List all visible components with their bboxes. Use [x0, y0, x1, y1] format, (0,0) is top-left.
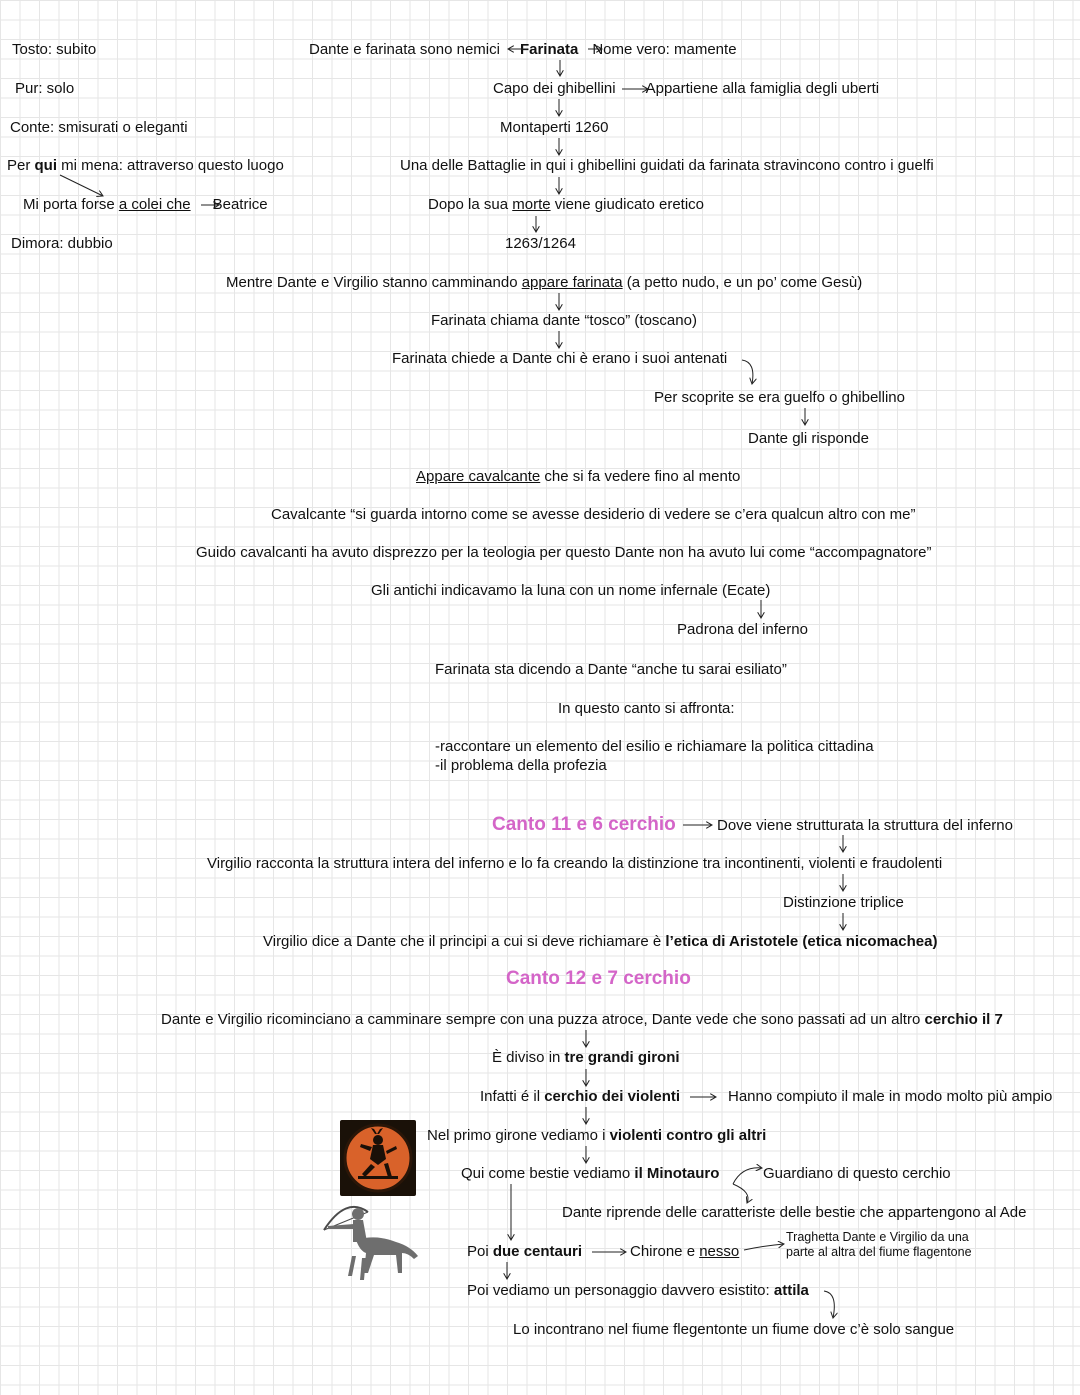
traghetta-1: Traghetta Dante e Virgilio da una: [786, 1230, 969, 1244]
centauri: [467, 1243, 582, 1261]
gloss-mi-porta: [23, 196, 268, 214]
canto11-title: Canto 11 e 6 cerchio: [492, 814, 676, 835]
text: (a petto nudo, e un po’ come Gesù): [622, 274, 863, 291]
arrow-qui-to-porta: [60, 175, 103, 196]
esilio: -raccontare un elemento del esilio e richiamare la politica cittadina: [435, 738, 874, 755]
text: Virgilio dice a Dante che il principi a cui si deve richiamare è: [263, 933, 666, 950]
text: Poi: [467, 1243, 493, 1260]
text-underlined: nesso: [699, 1243, 740, 1260]
chirone: [630, 1243, 739, 1261]
text: Capo dei ghibellini: [493, 80, 616, 97]
text-underlined: a colei che: [118, 196, 191, 213]
text-bold: il Minotauro: [634, 1165, 720, 1182]
text-bold: l’etica di Aristotele (etica nicomachea): [665, 933, 938, 950]
anni: 1263/1264: [505, 235, 576, 252]
sangue: Lo incontrano nel fiume flegentonte un fiume dove c’è solo sangue: [513, 1321, 955, 1338]
attila: [467, 1282, 809, 1300]
virgilio-struttura: Virgilio racconta la struttura intera del inferno e lo fa creando la distinzione tra incontinenti, violenti e fraudolenti: [207, 855, 943, 872]
ampio: Hanno compiuto il male in modo molto più ampio: [728, 1088, 1053, 1105]
minotaur-icon: [340, 1120, 416, 1196]
text: viene giudicato eretico: [550, 196, 705, 213]
text: Qui come bestie vediamo: [461, 1165, 635, 1182]
text: È diviso in: [492, 1049, 565, 1066]
gloss-per-qui: [7, 157, 284, 175]
ade: Dante riprende delle caratteriste delle bestie che appartengono al Ade: [562, 1204, 1027, 1221]
minotauro: [461, 1165, 719, 1183]
centaur-image: [318, 1200, 426, 1290]
tosco: Farinata chiama dante “tosco” (toscano): [431, 312, 697, 329]
text-bold: tre grandi gironi: [564, 1049, 680, 1066]
text-bold: violenti contro gli altri: [609, 1127, 767, 1144]
capo-line: [493, 80, 879, 98]
esiliato: Farinata sta dicendo a Dante “anche tu sarai esiliato”: [435, 661, 787, 678]
arrow-to-ade: [733, 1184, 748, 1203]
profezia: -il problema della profezia: [435, 757, 607, 774]
risponde: Dante gli risponde: [748, 430, 869, 447]
text: mi mena: attraverso questo luogo: [57, 157, 284, 174]
dopo-morte: [428, 196, 704, 214]
gloss-dimora: Dimora: dubbio: [11, 235, 113, 252]
text: Dopo la sua: [428, 196, 513, 213]
antichi: Gli antichi indicavamo la luna con un nome infernale (Ecate): [371, 582, 771, 599]
gloss-tosto: Tosto: subito: [12, 41, 97, 58]
arrow-curve: [824, 1291, 834, 1318]
text: Mi porta forse: [23, 196, 119, 213]
scoprite: Per scoprite se era guelfo o ghibellino: [654, 389, 905, 406]
text-bold: qui: [34, 157, 58, 174]
traghetta-2: parte al altra del fiume flagentone: [786, 1245, 972, 1259]
ricominciano: [161, 1011, 1003, 1029]
centaur-icon: [318, 1200, 426, 1290]
guardiano: Guardiano di questo cerchio: [763, 1165, 951, 1182]
gloss-pur: Pur: solo: [15, 80, 75, 97]
text-bold: cerchio il 7: [924, 1011, 1003, 1028]
text: Beatrice: [212, 196, 268, 213]
text: che si fa vedere fino al mento: [540, 468, 741, 485]
text: Chirone e: [630, 1243, 700, 1260]
text-bold: due centauri: [492, 1243, 583, 1260]
text: Nel primo girone vediamo i: [427, 1127, 610, 1144]
violenti: [480, 1088, 680, 1106]
battaglie: Una delle Battaglie in qui i ghibellini guidati da farinata stravincono contro i guelfi: [400, 157, 934, 174]
minotaur-vase-image: [340, 1120, 416, 1196]
affronta: In questo canto si affronta:: [558, 700, 735, 717]
etica: [263, 933, 937, 951]
antenati: Farinata chiede a Dante chi è erano i suoi antenati: [392, 350, 728, 367]
primo-girone: [427, 1127, 766, 1145]
diviso: [492, 1049, 680, 1067]
text-underlined: morte: [512, 196, 551, 213]
arrow-to-guardiano: [733, 1168, 762, 1184]
text-underlined: appare farinata: [521, 274, 623, 291]
cavalcante: [416, 468, 740, 486]
padrona: Padrona del inferno: [677, 621, 808, 638]
text-bold: attila: [773, 1282, 809, 1299]
guido: Guido cavalcanti ha avuto disprezzo per la teologia per questo Dante non ha avuto lui come “accompagnatore”: [196, 544, 932, 561]
guarda: Cavalcante “si guarda intorno come se avesse desiderio di vedere se c’era qualcun altro con me”: [271, 506, 916, 523]
text: Mentre Dante e Virgilio stanno camminando: [226, 274, 522, 291]
farinata-header-line: [309, 41, 737, 59]
mentre: [226, 274, 862, 292]
text: Poi vediamo un personaggio davvero esistito:: [467, 1282, 774, 1299]
text: Per: [7, 157, 35, 174]
text-bold: cerchio dei violenti: [544, 1088, 681, 1105]
text-underlined: Appare cavalcante: [416, 468, 541, 485]
text: Appartiene alla famiglia degli uberti: [645, 80, 880, 97]
text: Infatti é il: [480, 1088, 545, 1105]
canto12-title: Canto 12 e 7 cerchio: [506, 968, 691, 989]
arrow-to-traghetta: [744, 1244, 784, 1250]
montaperti: Montaperti 1260: [500, 119, 609, 136]
farinata-label: Farinata: [519, 41, 579, 58]
text: Dante e Virgilio ricominciano a camminare sempre con una puzza atroce, Dante vede che sono passati ad un altro: [161, 1011, 925, 1028]
gloss-conte: Conte: smisurati o eleganti: [10, 119, 188, 136]
text: Nome vero: mamente: [592, 41, 737, 58]
text: Dante e farinata sono nemici: [309, 41, 500, 58]
triplice: Distinzione triplice: [783, 894, 904, 911]
arrow-curve: [742, 360, 753, 384]
struttura: Dove viene strutturata la struttura del inferno: [717, 817, 1013, 834]
